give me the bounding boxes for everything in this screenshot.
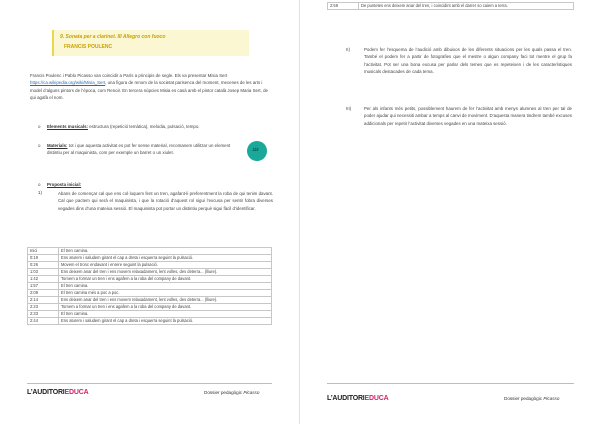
action-cell: El tren camina més a poc a poc.	[59, 290, 272, 297]
time-cell: 2:09	[28, 290, 59, 297]
action-cell: Ens aturem i saludem girant el cap a dreta i esquerra seguint la pulsació.	[59, 255, 272, 262]
action-cell: Ens deixem anar del tren i ens movem relaxadament, lent volles, des deterra... (lliure).	[59, 297, 272, 304]
action-cell: Movem el tronc endavant i enrere seguint la pulsació.	[59, 262, 272, 269]
time-cell: 1:03	[28, 269, 59, 276]
bullet-label: Materials:	[47, 143, 68, 148]
section-title-box	[52, 30, 249, 56]
time-cell: 2:23	[28, 304, 59, 311]
step-number: III)	[346, 106, 352, 111]
footer-divider	[327, 383, 574, 384]
table-row	[28, 276, 272, 283]
music-notes-glyph: ♪♪♪	[252, 147, 258, 153]
action-cell: Tornem a formar un tren i ens agafem a la roba del company de davant.	[59, 276, 272, 283]
action-cell: El tren camina.	[59, 248, 272, 255]
action-cell: El tren camina.	[59, 311, 272, 318]
step-text: Abans de començar cal que ens col·loquem fent un tren, agafant-li preferentment la roba de qui tenim davant. Cal que pactem qui serà el maquinista, i que la rotació d’aquest rol sigui l’excusa per sentir fobra diverses vegades dins d’una mateixa sessió. El maquinista pot portar un distintiu perquè sigui fàcil d’identificar.	[58, 191, 273, 211]
action-cell: El tren camina.	[59, 283, 272, 290]
music-notes-icon	[247, 141, 267, 161]
action-cell: Tornem a formar un tren i ens agafem a la roba del company de davant.	[59, 304, 272, 311]
step-number: 1)	[38, 190, 42, 195]
intro-text-b: , una figura de renom de la societat parisenca del moment, mecenes de les arts i model d’alguns pintors de l’època, com Renoir. En tercera núpcies Misia es casà amb el pintor català Josep Maria Sert, de qui agafà el nom.	[30, 80, 268, 100]
time-cell: 2:33	[28, 311, 59, 318]
intro-text-a: Francis Poulenc i Pablo Picasso van coincidir a París a principis de segle. Els va presentar Misia Sert	[30, 73, 228, 78]
table-row	[28, 311, 272, 318]
footer-caption: Dossier pedagògic Picasso	[504, 396, 560, 401]
section-title: 9. Sonata per a clarinet. III Allegro con fuoco	[60, 34, 166, 40]
bullet-marker: o	[38, 182, 41, 187]
timeline-table	[27, 247, 272, 325]
footer-caption: Dossier pedagògic Picasso	[204, 390, 260, 395]
bullet-text: estructura (repetició temàtica), melodia, pulsació, tempo.	[88, 124, 200, 129]
brand-logo: L’AUDITORIEDUCA	[27, 389, 89, 396]
right-page	[300, 0, 600, 424]
step-number: II)	[346, 47, 350, 52]
action-cell: Ens aturem i saludem girant el cap a dreta i esquerra seguint la pulsació.	[59, 318, 272, 325]
table-row	[28, 318, 272, 325]
bullet-marker: o	[38, 143, 41, 148]
composer-name: FRANCIS POULENC	[64, 44, 113, 50]
time-cell: 1:42	[28, 276, 59, 283]
step-text: Per als infants més petits, possiblement haurem de fer l’activitat amb menys alumnes al tren per tal de poder ajudar qui necessiti ambar a temps al canvi de moviment. D’aquesta manera tindrem també excuses addicionals per repetir l’activitat diverses vegades en una mateixa sessió.	[364, 106, 572, 126]
time-cell: 1:57	[28, 283, 59, 290]
table-row	[328, 3, 574, 10]
time-cell: 2:44	[28, 318, 59, 325]
table-row	[28, 297, 272, 304]
bullet-label: Elements musicals:	[47, 124, 88, 129]
time-cell: Inici	[28, 248, 59, 255]
table-row	[28, 304, 272, 311]
action-cell: Ens deixem anar del tren i ens movem relaxadament, lent volles, des deterra... (lliure).	[59, 269, 272, 276]
brand-logo: L’AUDITORIEDUCA	[327, 395, 389, 402]
table-row	[28, 255, 272, 262]
time-cell: 2:59	[328, 3, 359, 10]
bullet-marker: o	[38, 124, 41, 129]
time-cell: 0:19	[28, 255, 59, 262]
table-row	[28, 290, 272, 297]
action-cell: De puntetes ens deixem anar del tren, i coincidint amb el darrer so caiem a terra.	[359, 3, 574, 10]
table-row	[28, 262, 272, 269]
wiki-link[interactable]: https://ca.wikipedia.org/wiki/Misia_Sert	[30, 80, 106, 86]
timeline-table-continued	[327, 2, 574, 10]
bullet-label: Proposta inicial:	[47, 182, 82, 187]
step-text: Podem fer l’esquema de l’audició amb dibuixos de les diferents situacions per les quals passa el tren. També el podem fer a partir de fotografies que el mestre o algun company faci tot mentre el grup fa l’activitat. Pot ser una bona excusa per parlar dels temes que es repeteixen i de les característiques musicals destacades de cada tema.	[364, 47, 572, 74]
table-row	[28, 283, 272, 290]
time-cell: 0:26	[28, 262, 59, 269]
table-row	[28, 269, 272, 276]
bullet-text: tot i que aquesta activitat es pot fer sense material, recomanem utilitzar un element distintiu per al maquinista, com per exemple un barret o un xiulet.	[47, 143, 231, 156]
footer-divider	[27, 383, 272, 384]
intro-paragraph	[30, 72, 275, 101]
table-row	[28, 248, 272, 255]
time-cell: 2:14	[28, 297, 59, 304]
